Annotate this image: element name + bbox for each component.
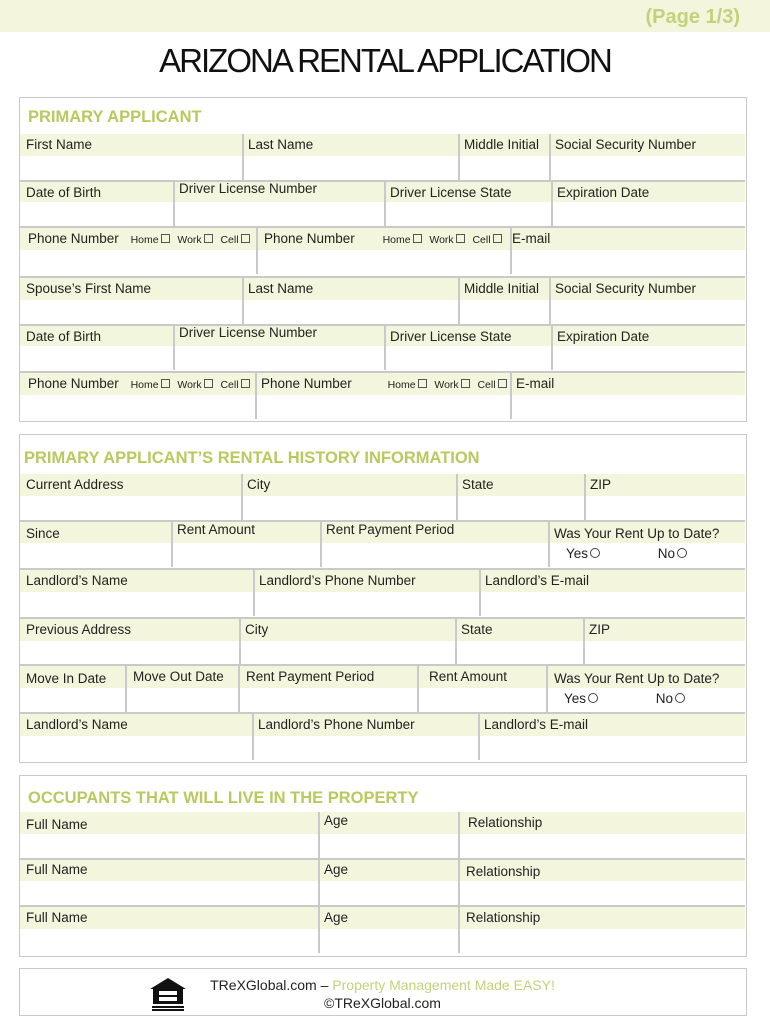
yes-label: Yes <box>564 691 587 706</box>
since-field[interactable] <box>20 543 171 567</box>
label-row <box>20 373 745 395</box>
no-label: No <box>655 691 674 706</box>
label-email: E-mail <box>516 376 555 391</box>
label-row <box>20 666 745 688</box>
no-radio[interactable] <box>675 693 685 703</box>
last-name-field[interactable] <box>242 156 458 180</box>
label-dob: Date of Birth <box>26 185 102 200</box>
phone-2-field[interactable] <box>256 250 510 274</box>
occupant-1-age-field[interactable] <box>318 834 458 858</box>
input-row <box>20 346 745 370</box>
input-row <box>20 202 745 226</box>
label-rent-period: Rent Payment Period <box>246 669 375 684</box>
label-relationship: Relationship <box>468 815 543 830</box>
label-row <box>20 619 745 641</box>
input-row <box>20 395 745 419</box>
spouse-ssn-field[interactable] <box>549 300 745 324</box>
label-row <box>20 474 745 496</box>
label-city: City <box>247 477 271 492</box>
label-age: Age <box>324 813 349 828</box>
section-heading: OCCUPANTS THAT WILL LIVE IN THE PROPERTY <box>28 789 419 807</box>
phone-label: Phone Number <box>28 376 119 391</box>
home-label: Home <box>130 234 159 246</box>
label-since: Since <box>26 526 60 541</box>
home-checkbox[interactable] <box>418 379 427 388</box>
input-row <box>20 881 745 905</box>
work-label: Work <box>177 379 202 391</box>
label-first-name: First Name <box>26 137 93 152</box>
current-zip-field[interactable] <box>584 496 745 520</box>
landlord-name-field[interactable] <box>20 592 253 616</box>
label-relationship: Relationship <box>466 910 541 925</box>
label-phone-2 <box>258 228 502 250</box>
label-landlord-name: Landlord’s Name <box>26 573 128 588</box>
label-city: City <box>245 622 269 637</box>
phone-label: Phone Number <box>28 231 119 246</box>
label-row <box>20 907 745 929</box>
previous-city-field[interactable] <box>239 641 455 665</box>
input-row <box>20 688 745 712</box>
occupant-3-age-field[interactable] <box>318 929 458 953</box>
label-rent-amount: Rent Amount <box>429 669 508 684</box>
label-dl-number: Driver License Number <box>179 325 318 340</box>
label-rent-period: Rent Payment Period <box>326 522 455 537</box>
label-row <box>20 278 745 300</box>
label-landlord-name: Landlord’s Name <box>26 717 128 732</box>
current-city-field[interactable] <box>241 496 456 520</box>
home-label: Home <box>130 379 159 391</box>
previous-landlord-email-field[interactable] <box>478 736 745 760</box>
label-expiration: Expiration Date <box>557 329 650 344</box>
label-last-name: Last Name <box>248 137 314 152</box>
section-heading: PRIMARY APPLICANT <box>28 108 202 126</box>
label-email: E-mail <box>512 231 551 246</box>
label-landlord-phone: Landlord’s Phone Number <box>258 717 415 732</box>
move-out-field[interactable] <box>125 688 238 712</box>
previous-zip-field[interactable] <box>583 641 745 665</box>
spouse-phone-1-field[interactable] <box>20 395 255 419</box>
spouse-phone-2-field[interactable] <box>255 395 510 419</box>
input-row <box>20 250 745 274</box>
up-to-date-options <box>560 543 745 567</box>
home-checkbox[interactable] <box>413 234 422 243</box>
rental-history-section <box>19 434 747 763</box>
label-state: State <box>461 622 493 637</box>
first-name-field[interactable] <box>20 156 242 180</box>
cell-checkbox[interactable] <box>498 379 507 388</box>
rent-period-field[interactable] <box>320 543 548 567</box>
cell-checkbox[interactable] <box>493 234 502 243</box>
current-address-field[interactable] <box>20 496 241 520</box>
primary-applicant-section <box>19 97 747 422</box>
occupant-1-name-field[interactable] <box>20 834 318 858</box>
label-landlord-email: Landlord’s E-mail <box>484 717 589 732</box>
phone-label: Phone Number <box>264 231 355 246</box>
label-row <box>20 324 745 346</box>
footer <box>19 968 747 1016</box>
label-phone-1 <box>22 228 250 250</box>
label-dl-state: Driver License State <box>390 185 512 200</box>
label-dob: Date of Birth <box>26 329 102 344</box>
label-middle-initial: Middle Initial <box>464 137 540 152</box>
previous-address-field[interactable] <box>20 641 239 665</box>
label-row <box>20 714 745 736</box>
label-phone-2 <box>255 373 507 395</box>
label-full-name: Full Name <box>26 862 88 877</box>
label-expiration: Expiration Date <box>557 185 650 200</box>
input-row <box>20 834 745 858</box>
yes-label: Yes <box>566 546 589 561</box>
section-heading: PRIMARY APPLICANT’S RENTAL HISTORY INFORMATION <box>24 449 480 467</box>
label-full-name: Full Name <box>26 910 88 925</box>
page-indicator: (Page 1/3) <box>645 6 740 28</box>
label-phone-1 <box>22 373 250 395</box>
work-checkbox[interactable] <box>456 234 465 243</box>
label-row <box>20 228 745 250</box>
label-row <box>20 859 745 881</box>
page-indicator-bar <box>0 0 770 32</box>
previous-rent-period-field[interactable] <box>238 688 417 712</box>
cell-label: Cell <box>220 234 239 246</box>
label-relationship: Relationship <box>466 864 541 879</box>
work-checkbox[interactable] <box>204 234 213 243</box>
label-middle-initial: Middle Initial <box>464 281 540 296</box>
label-up-to-date: Was Your Rent Up to Date? <box>554 671 720 686</box>
dl-number-field[interactable] <box>173 202 384 226</box>
label-move-in: Move In Date <box>26 671 107 686</box>
previous-landlord-name-field[interactable] <box>20 736 252 760</box>
label-move-out: Move Out Date <box>133 669 224 684</box>
spouse-dl-number-field[interactable] <box>173 346 384 370</box>
input-row <box>20 300 745 324</box>
label-previous-address: Previous Address <box>26 622 132 637</box>
label-rent-amount: Rent Amount <box>177 522 256 537</box>
yes-radio[interactable] <box>590 548 600 558</box>
label-row <box>20 521 745 543</box>
spouse-expiration-field[interactable] <box>551 346 745 370</box>
cell-checkbox[interactable] <box>241 379 250 388</box>
landlord-phone-field[interactable] <box>253 592 479 616</box>
occupant-3-relationship-field[interactable] <box>458 929 745 953</box>
home-checkbox[interactable] <box>161 234 170 243</box>
landlord-email-field[interactable] <box>479 592 745 616</box>
cell-label: Cell <box>477 379 496 391</box>
label-ssn: Social Security Number <box>555 281 697 296</box>
label-zip: ZIP <box>590 477 612 492</box>
spouse-dob-field[interactable] <box>20 346 173 370</box>
label-row <box>20 812 745 834</box>
work-label: Work <box>177 234 202 246</box>
spouse-middle-initial-field[interactable] <box>458 300 549 324</box>
input-row <box>20 543 745 567</box>
phone-1-field[interactable] <box>20 250 256 274</box>
occupants-section <box>19 775 747 957</box>
home-checkbox[interactable] <box>161 379 170 388</box>
label-zip: ZIP <box>589 622 611 637</box>
label-up-to-date: Was Your Rent Up to Date? <box>554 526 720 541</box>
input-row <box>20 641 745 665</box>
label-age: Age <box>324 862 349 877</box>
label-row <box>20 570 745 592</box>
input-row <box>20 592 745 616</box>
label-current-address: Current Address <box>26 477 124 492</box>
work-checkbox[interactable] <box>204 379 213 388</box>
occupant-3-name-field[interactable] <box>20 929 318 953</box>
occupant-2-relationship-field[interactable] <box>458 881 745 905</box>
home-label: Home <box>382 234 411 246</box>
work-label: Work <box>434 379 459 391</box>
no-radio[interactable] <box>677 548 687 558</box>
rent-amount-field[interactable] <box>171 543 320 567</box>
move-in-field[interactable] <box>20 688 125 712</box>
label-row <box>20 134 745 156</box>
label-state: State <box>462 477 494 492</box>
label-full-name: Full Name <box>26 817 88 832</box>
work-label: Work <box>429 234 454 246</box>
footer-tagline: Property Management Made EASY! <box>328 977 555 993</box>
footer-line-1 <box>20 977 745 993</box>
expiration-field[interactable] <box>551 202 745 226</box>
label-age: Age <box>324 910 349 925</box>
occupant-1-relationship-field[interactable] <box>458 834 745 858</box>
ssn-field[interactable] <box>549 156 745 180</box>
previous-landlord-phone-field[interactable] <box>252 736 478 760</box>
dl-state-field[interactable] <box>384 202 551 226</box>
label-landlord-phone: Landlord’s Phone Number <box>259 573 416 588</box>
dob-field[interactable] <box>20 202 173 226</box>
cell-label: Cell <box>472 234 491 246</box>
email-field[interactable] <box>510 250 745 274</box>
current-state-field[interactable] <box>456 496 584 520</box>
cell-checkbox[interactable] <box>241 234 250 243</box>
spouse-last-name-field[interactable] <box>242 300 458 324</box>
label-last-name: Last Name <box>248 281 314 296</box>
label-spouse-first: Spouse’s First Name <box>26 281 152 296</box>
occupant-2-name-field[interactable] <box>20 881 318 905</box>
input-row <box>20 736 745 760</box>
occupant-2-age-field[interactable] <box>318 881 458 905</box>
spouse-dl-state-field[interactable] <box>384 346 551 370</box>
label-landlord-email: Landlord’s E-mail <box>485 573 590 588</box>
spouse-email-field[interactable] <box>510 395 745 419</box>
label-row <box>20 180 745 202</box>
label-dl-number: Driver License Number <box>179 181 318 196</box>
home-label: Home <box>387 379 416 391</box>
yes-radio[interactable] <box>588 693 598 703</box>
no-label: No <box>657 546 676 561</box>
middle-initial-field[interactable] <box>458 156 549 180</box>
previous-up-to-date-options <box>558 688 745 712</box>
previous-state-field[interactable] <box>455 641 583 665</box>
page-title: ARIZONA RENTAL APPLICATION <box>159 42 611 79</box>
footer-copyright: ©TReXGlobal.com <box>324 995 441 1011</box>
input-row <box>20 496 745 520</box>
label-dl-state: Driver License State <box>390 329 512 344</box>
input-row <box>20 929 745 953</box>
input-row <box>20 156 745 180</box>
phone-label: Phone Number <box>261 376 352 391</box>
spouse-first-name-field[interactable] <box>20 300 242 324</box>
previous-rent-amount-field[interactable] <box>417 688 546 712</box>
work-checkbox[interactable] <box>461 379 470 388</box>
footer-site: TReXGlobal.com – <box>210 977 329 993</box>
label-ssn: Social Security Number <box>555 137 697 152</box>
cell-label: Cell <box>220 379 239 391</box>
